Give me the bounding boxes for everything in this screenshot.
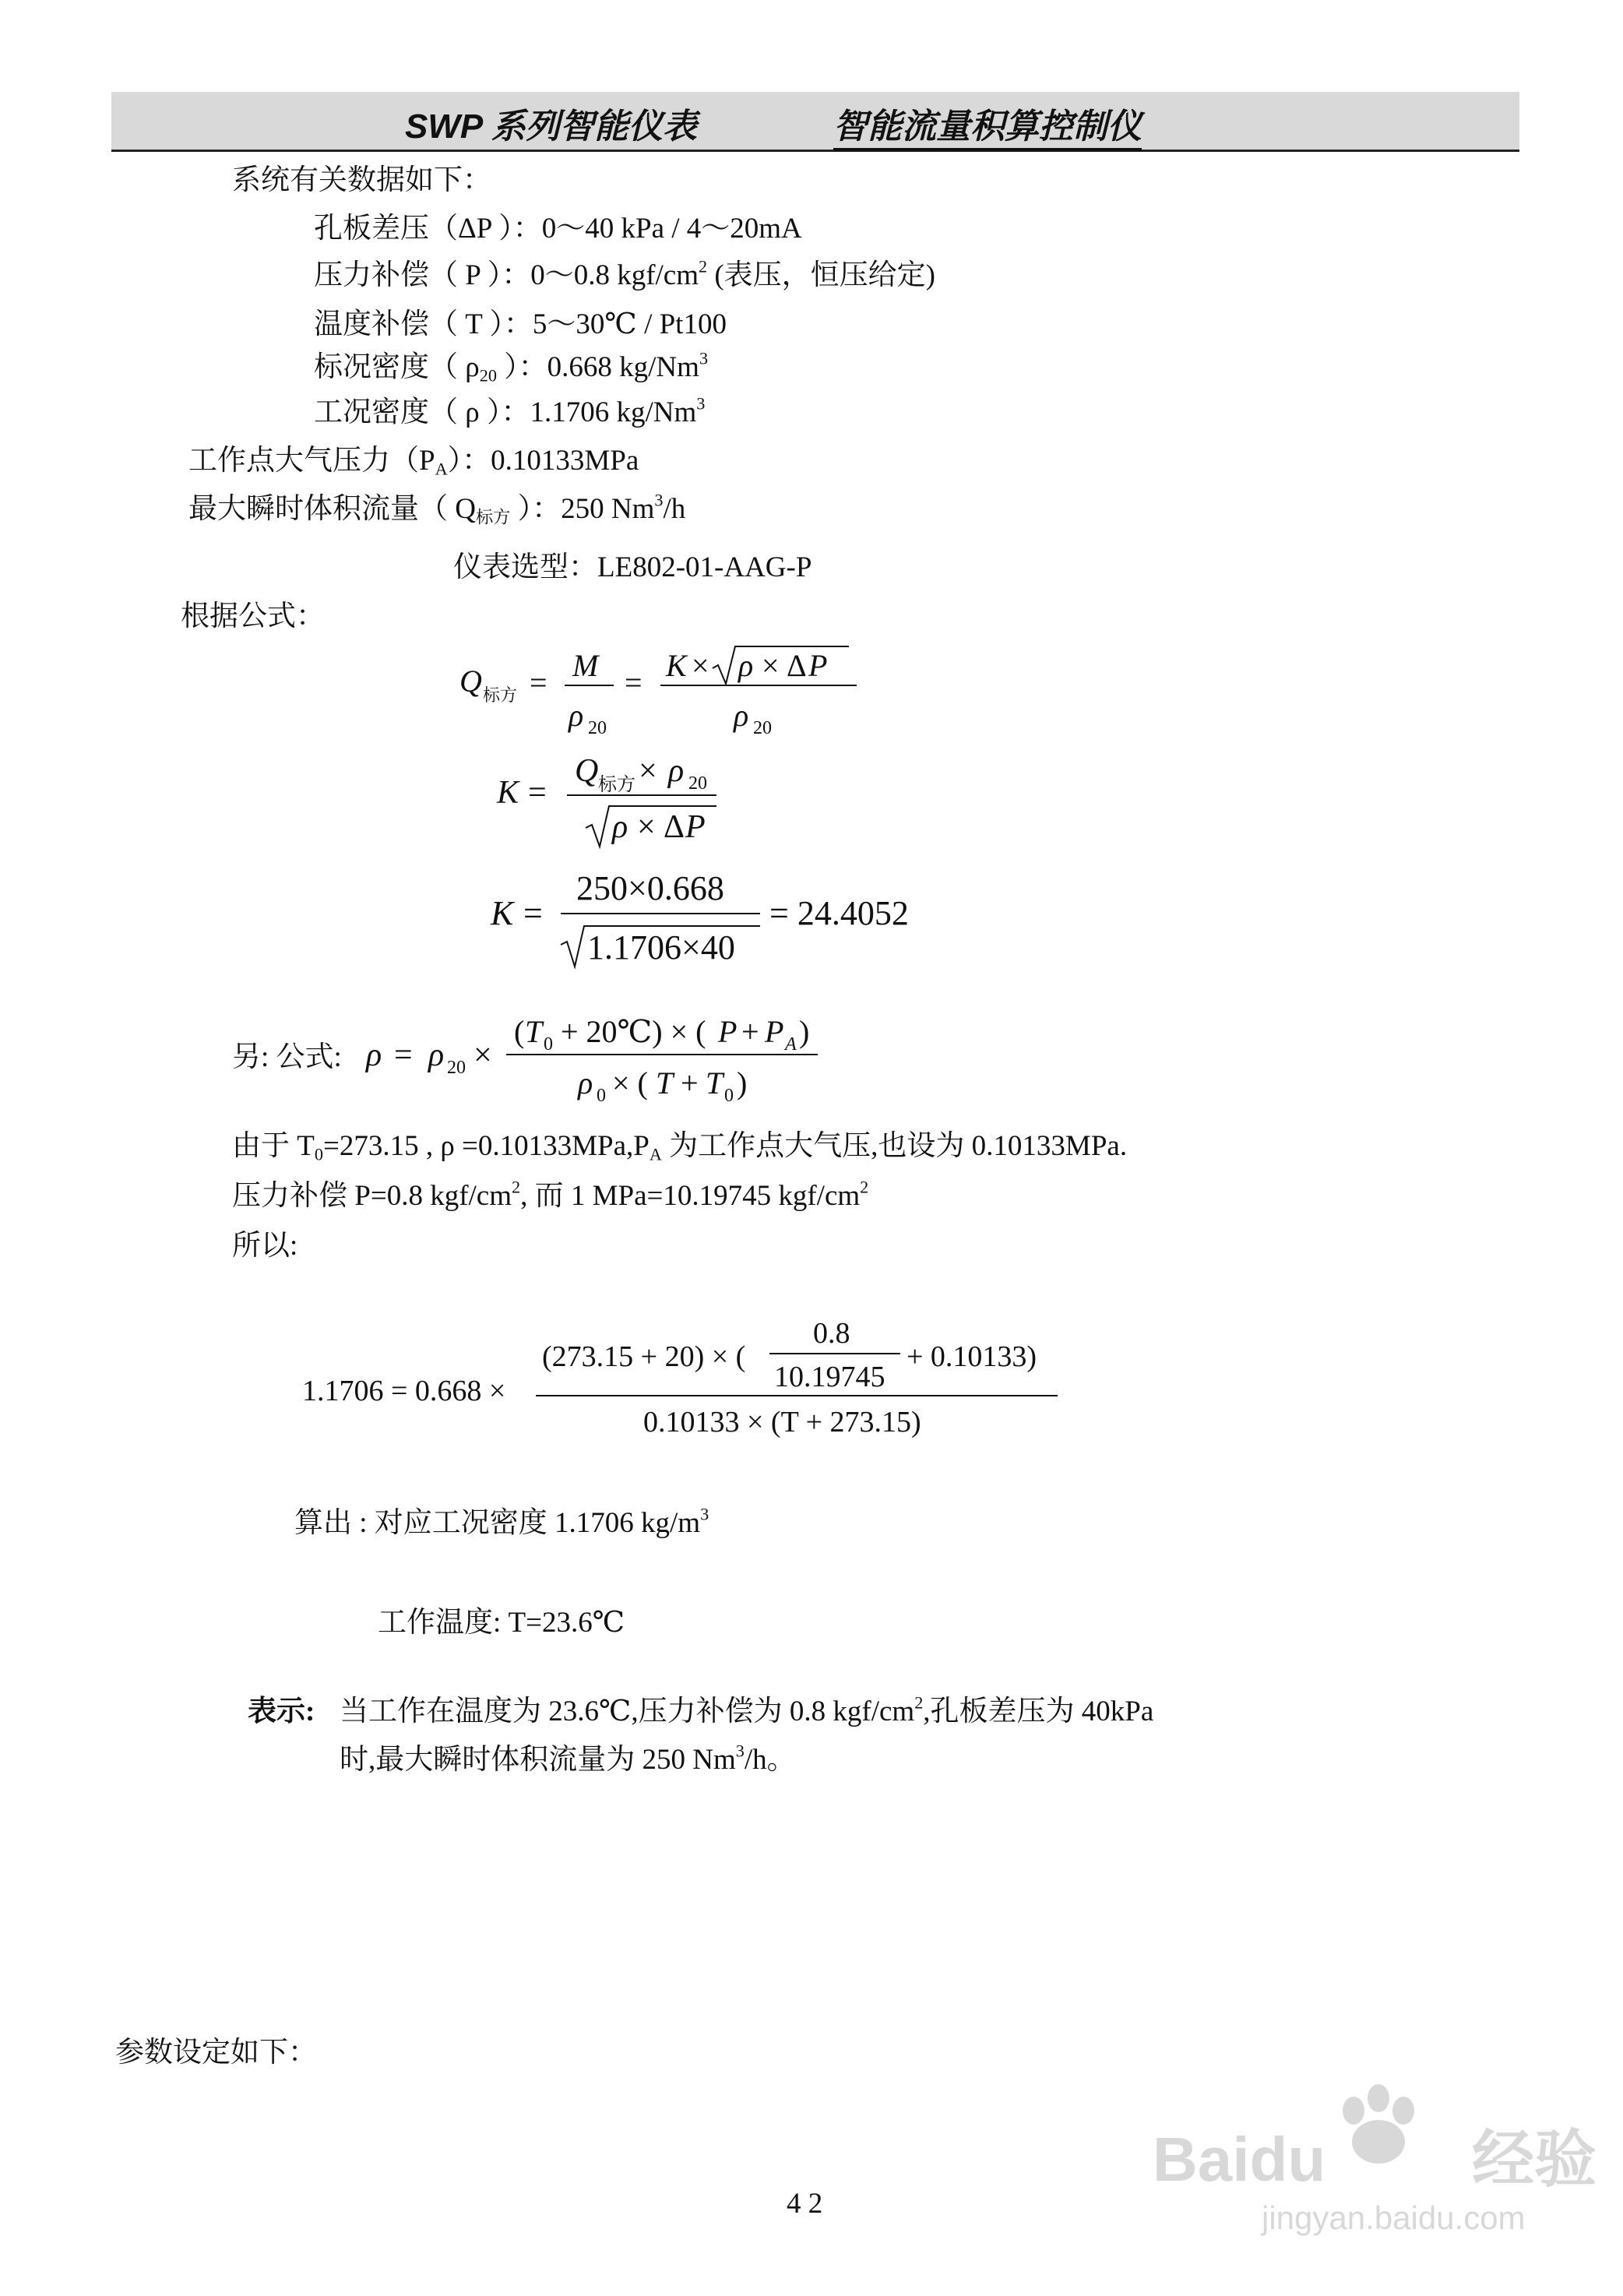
page-header-band xyxy=(111,92,1519,152)
svg-text:P: P xyxy=(685,809,706,845)
svg-text:ρ: ρ xyxy=(734,698,749,733)
equation-frac-bottom: 10.19745 xyxy=(774,1361,885,1393)
svg-text:(: ( xyxy=(514,1014,525,1049)
svg-text:×: × xyxy=(639,753,657,789)
svg-text:ρ: ρ xyxy=(569,698,584,733)
equation-numerator-b: + 0.10133) xyxy=(907,1340,1037,1373)
conclusion-label: 表示: xyxy=(248,1696,315,1727)
param-setting-heading: 参数设定如下： xyxy=(115,2037,317,2069)
svg-text:M: M xyxy=(572,648,599,683)
svg-text:=: = xyxy=(528,775,547,811)
svg-text:=: = xyxy=(530,665,547,700)
svg-text:=: = xyxy=(394,1037,413,1073)
svg-text:×: × xyxy=(762,648,780,683)
svg-text:ρ: ρ xyxy=(668,753,685,789)
param-work-density: 工况密度（ ρ ）：1.1706 kg/Nm$^3$ xyxy=(314,393,706,428)
svg-text:×: × xyxy=(474,1037,492,1073)
svg-text:P: P xyxy=(765,1014,784,1049)
svg-text:20: 20 xyxy=(588,718,607,738)
baidu-watermark xyxy=(1145,2064,1612,2243)
svg-text:标方: 标方 xyxy=(598,775,635,795)
svg-text:ρ: ρ xyxy=(612,809,628,845)
svg-text:=: = xyxy=(523,894,543,932)
svg-text:0: 0 xyxy=(724,1086,734,1106)
svg-text:T: T xyxy=(656,1065,674,1100)
svg-text:20: 20 xyxy=(753,718,772,738)
svg-text:Δ: Δ xyxy=(664,809,685,845)
other-formula-label: 另: 公式: xyxy=(232,1041,342,1073)
svg-text:K: K xyxy=(491,894,514,932)
svg-text:P: P xyxy=(808,648,828,683)
result-density: 算出 : 对应工况密度 1.1706 $kg/m^3$ xyxy=(294,1504,709,1539)
given-values: 由于 $T_0=273.15$ , $\rho =0.10133MPa,P_A$ 为工作点大气压,也设为 0.10133MPa. xyxy=(232,1130,1128,1164)
equation-solve-t xyxy=(302,1315,1081,1451)
svg-text:Q: Q xyxy=(575,753,599,789)
param-dp: 孔板差压（ΔP ）：0～40 kPa / 4～20mA xyxy=(314,213,802,245)
svg-text:K: K xyxy=(666,648,687,683)
svg-text:0: 0 xyxy=(597,1086,606,1106)
formula-k-numeric xyxy=(483,861,966,981)
pressure-conversion: 压力补偿 P=0.8 kgf/$cm^2$, 而 1 MPa=10.19745 kgf/$cm^2$ xyxy=(232,1177,869,1212)
therefore-label: 所以: xyxy=(232,1230,298,1262)
k-numerator: 250×0.668 xyxy=(576,869,724,907)
param-temperature: 温度补偿（ T ）：5～30℃ / Pt100 xyxy=(314,308,727,340)
equation-lhs: 1.1706 = 0.668 × xyxy=(302,1375,506,1407)
k-result: = 24.4052 xyxy=(769,894,909,932)
svg-text:×: × xyxy=(692,648,709,683)
svg-text:ρ: ρ xyxy=(738,648,754,683)
svg-text:+ 20℃) × (: + 20℃) × ( xyxy=(561,1014,706,1049)
formula-k-definition xyxy=(483,744,748,865)
svg-text:ρ: ρ xyxy=(428,1037,445,1073)
conclusion-line1: 当工作在温度为 23.6℃,压力补偿为 0.8 kgf/$cm^2$,孔板差压为 40kPa xyxy=(340,1692,1154,1727)
svg-text:Q: Q xyxy=(459,664,482,699)
svg-text:T: T xyxy=(706,1065,723,1100)
k-denominator: 1.1706×40 xyxy=(587,928,735,967)
result-temperature: 工作温度: T=23.6℃ xyxy=(378,1607,625,1639)
svg-text:): ) xyxy=(737,1065,748,1100)
header-subtitle: 智能流量积算控制仪 xyxy=(833,98,1142,151)
formula-density xyxy=(366,1002,864,1115)
svg-text:=: = xyxy=(625,665,643,700)
svg-text:+: + xyxy=(681,1065,699,1100)
svg-text:A: A xyxy=(785,1034,797,1055)
svg-text:标方: 标方 xyxy=(483,685,518,705)
conclusion-line2: 时,最大瞬时体积流量为 250 Nm$^3$/h。 xyxy=(340,1741,796,1776)
instrument-model: 仪表选型：LE802-01-AAG-P xyxy=(453,551,812,583)
svg-text:+: + xyxy=(741,1014,759,1049)
svg-text:): ) xyxy=(799,1014,810,1049)
svg-text:20: 20 xyxy=(447,1058,466,1078)
svg-text:×: × xyxy=(637,809,656,845)
svg-text:20: 20 xyxy=(688,773,707,794)
param-max-flow: 最大瞬时体积流量（ $Q_{标方}$ ）：250 Nm$^3$/h xyxy=(188,490,686,527)
baidu-paw-logo xyxy=(1145,2064,1612,2243)
watermark-cn: 经验 xyxy=(1472,2123,1597,2196)
svg-text:K: K xyxy=(497,775,519,811)
svg-text:0: 0 xyxy=(544,1034,553,1055)
watermark-brand: Baidu xyxy=(1153,2125,1326,2194)
param-atm-pressure: 工作点大气压力$(P_A)$：0.10133MPa xyxy=(188,445,639,479)
svg-text:T: T xyxy=(525,1014,543,1049)
page-number: 4 2 xyxy=(787,2188,823,2220)
svg-text:P: P xyxy=(718,1014,738,1049)
equation-denominator: 0.10133 × (T + 273.15) xyxy=(643,1406,921,1439)
data-intro: 系统有关数据如下： xyxy=(232,164,491,196)
svg-text:Δ: Δ xyxy=(787,648,807,683)
equation-numerator-a: (273.15 + 20) × ( xyxy=(542,1340,746,1373)
svg-text:ρ: ρ xyxy=(366,1037,382,1073)
formula-intro: 根据公式： xyxy=(181,600,325,632)
header-title: SWP 系列智能仪表 xyxy=(405,107,697,146)
param-std-density: 标况密度（ $\rho_{20}$ ）：0.668 kg/Nm$^3$ xyxy=(314,348,709,386)
svg-text:ρ: ρ xyxy=(578,1065,593,1100)
equation-frac-top: 0.8 xyxy=(813,1317,850,1350)
svg-text:× (: × ( xyxy=(612,1065,648,1100)
watermark-url: jingyan.baidu.com xyxy=(1262,2199,1526,2236)
formula-flow xyxy=(444,639,880,752)
param-pressure: 压力补偿（ P ）：0～0.8 kgf/$cm^2$ (表压，恒压给定) xyxy=(314,256,936,291)
